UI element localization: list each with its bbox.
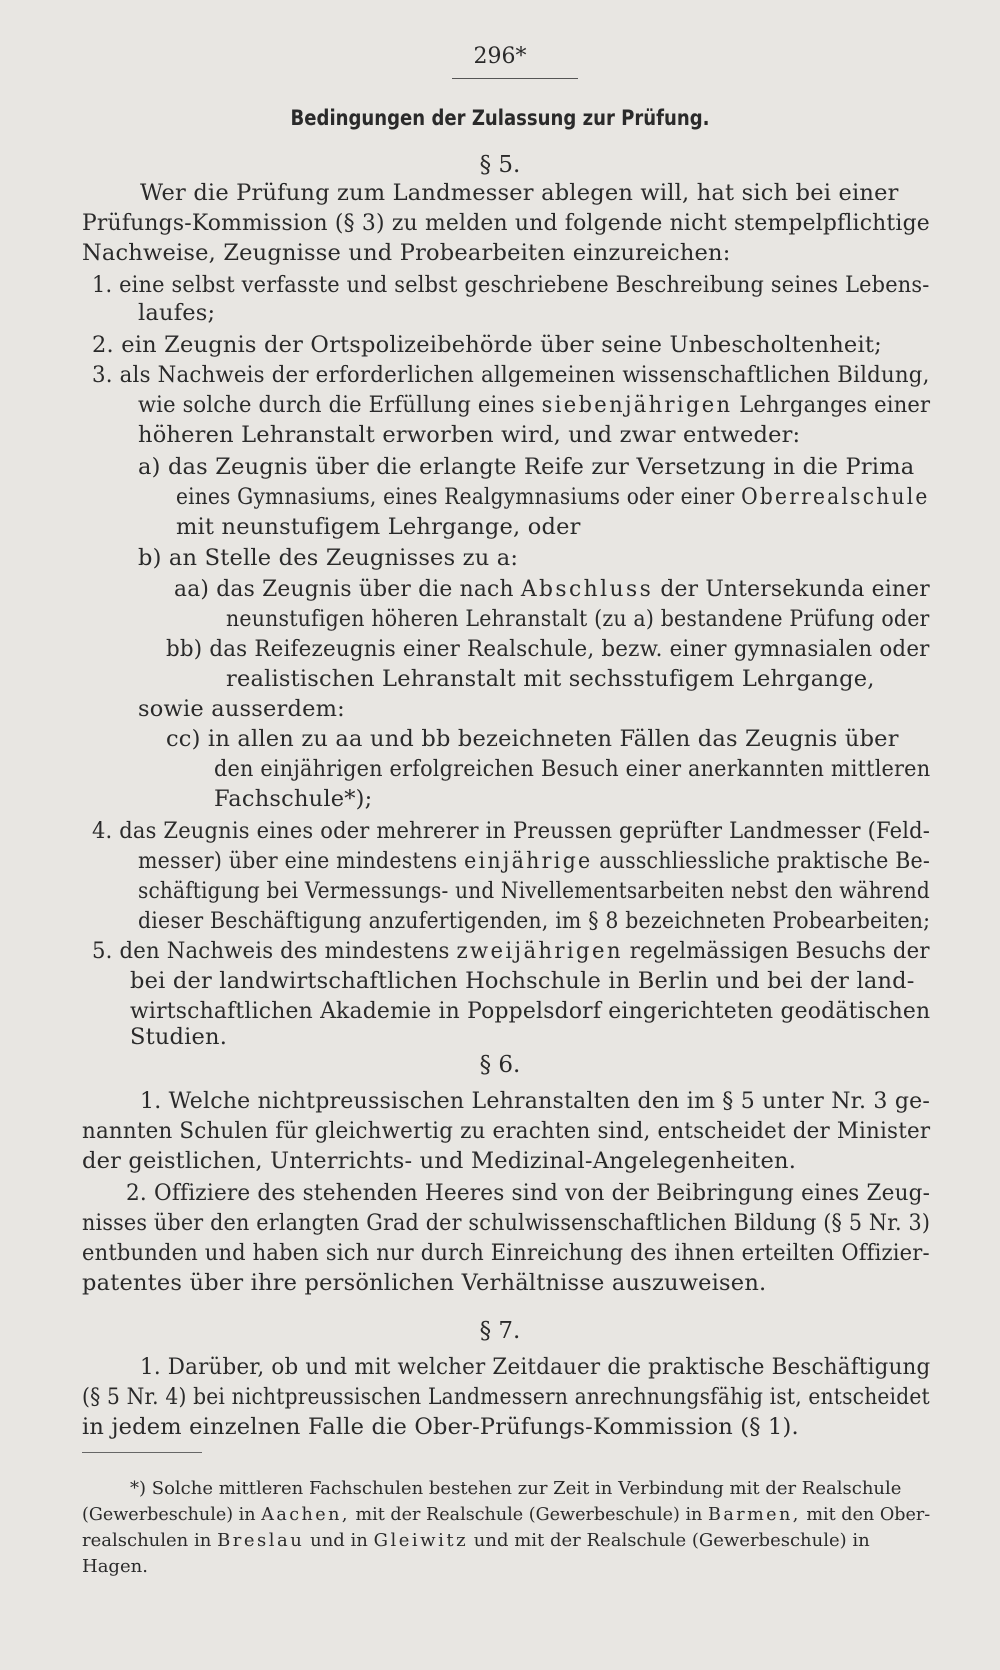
item-5-line: Studien. [130,1024,228,1050]
item-3-sowie-line: sowie ausserdem: [138,696,345,722]
spaced-emphasis: Gleiwitz [373,1530,469,1551]
page-number-rule [452,78,578,79]
footnote-line: Hagen. [82,1556,148,1577]
spaced-emphasis: siebenjährigen [541,392,733,418]
page-title: Bedingungen der Zulassung zur Prüfung. [290,106,710,130]
item-3aa-line: aa) das Zeugnis über die nach Abschluss der Untersekunda einer [174,576,930,602]
section-6-paragraph-2-line: entbunden und haben sich nur durch Einreichung des ihnen erteilten Offizier- [82,1240,930,1266]
section-5-intro-line: Nachweise, Zeugnisse und Probearbeiten einzureichen: [82,240,731,266]
item-4-line: 4. das Zeugnis eines oder mehrerer in Preussen geprüfter Landmesser (Feld- [92,818,931,844]
item-3cc-line: cc) in allen zu aa und bb bezeichneten Fällen das Zeugnis über [166,726,899,752]
footnote-line: realschulen in Breslau und in Gleiwitz und mit der Realschule (Gewerbeschule) in [82,1530,870,1551]
footnote-line: (Gewerbeschule) in Aachen, mit der Realschule (Gewerbeschule) in Barmen, mit den Ober- [82,1504,931,1525]
spaced-emphasis: zweijährigen [456,938,623,964]
item-5-line: wirtschaftlichen Akademie in Poppelsdorf eingerichteten geodätischen [130,998,931,1024]
section-6-paragraph-2-line: patentes über ihre persönlichen Verhältnisse auszuweisen. [82,1270,767,1296]
item-5-line: 5. den Nachweis des mindestens zweijährigen regelmässigen Besuchs der [92,938,930,964]
item-1-line: 1. eine selbst verfasste und selbst geschriebene Beschreibung seines Lebens- [92,272,930,298]
section-5-intro-line: Prüfungs-Kommission (§ 3) zu melden und folgende nicht stempelpflichtige [82,210,930,236]
section-6-paragraph-1-line: 1. Welche nichtpreussischen Lehranstalten den im § 5 unter Nr. 3 ge- [140,1088,931,1114]
item-3aa-line: neunstufigen höheren Lehranstalt (zu a) bestandene Prüfung oder [226,606,930,632]
item-3-line: höheren Lehranstalt erworben wird, und zwar entweder: [138,422,801,448]
item-3a-line: a) das Zeugnis über die erlangte Reife zur Versetzung in die Prima [138,454,915,480]
item-1-line: laufes; [138,300,216,326]
item-3a-line: eines Gymnasiums, eines Realgymnasiums oder einer Oberrealschule [176,484,930,510]
item-3cc-line: Fachschule*); [214,786,373,812]
item-4-line: schäftigung bei Vermessungs- und Nivellementsarbeiten nebst den während [138,878,930,904]
item-3bb-line: bb) das Reifezeugnis einer Realschule, bezw. einer gymnasialen oder [166,636,930,662]
spaced-emphasis: Oberrealschule [741,484,930,510]
section-6-paragraph-2-line: 2. Offiziere des stehenden Heeres sind von der Beibringung eines Zeug- [126,1180,931,1206]
section-7-heading: § 7. [479,1318,521,1344]
section-6-paragraph-1-line: nannten Schulen für gleichwertig zu erachten sind, entscheidet der Minister [82,1118,931,1144]
section-6-paragraph-1-line: der geistlichen, Unterrichts- und Medizinal-Angelegenheiten. [82,1148,797,1174]
section-5-intro-line: Wer die Prüfung zum Landmesser ablegen will, hat sich bei einer [140,180,899,206]
item-2-line: 2. ein Zeugnis der Ortspolizeibehörde über seine Unbescholtenheit; [92,332,882,358]
item-4-line: messer) über eine mindestens einjährige ausschliessliche praktische Be- [138,848,930,874]
section-7-paragraph-1-line: 1. Darüber, ob und mit welcher Zeitdauer die praktische Beschäftigung [140,1354,931,1380]
item-3-line: wie solche durch die Erfüllung eines siebenjährigen Lehrganges einer [138,392,931,418]
item-3-line: 3. als Nachweis der erforderlichen allgemeinen wissenschaftlichen Bildung, [92,362,930,388]
section-5-heading: § 5. [479,152,521,178]
spaced-emphasis: Breslau [217,1530,305,1551]
item-3b-line: b) an Stelle des Zeugnisses zu a: [138,545,519,571]
item-3cc-line: den einjährigen erfolgreichen Besuch einer anerkannten mittleren [214,756,931,782]
section-7-paragraph-1-line: in jedem einzelnen Falle die Ober-Prüfungs-Kommission (§ 1). [82,1414,799,1440]
spaced-emphasis: Abschluss [520,576,654,602]
section-6-heading: § 6. [479,1052,521,1078]
spaced-emphasis: Aachen, [261,1504,350,1525]
item-3bb-line: realistischen Lehranstalt mit sechsstufigem Lehrgange, [226,666,875,692]
footnote-rule [82,1452,202,1453]
section-7-paragraph-1-line: (§ 5 Nr. 4) bei nichtpreussischen Landmessern anrechnungsfähig ist, entscheidet [82,1384,930,1410]
page-number: 296* [473,44,527,69]
item-3a-line: mit neunstufigem Lehrgange, oder [176,514,581,540]
spaced-emphasis: Barmen, [707,1504,801,1525]
footnote-line: *) Solche mittleren Fachschulen bestehen zur Zeit in Verbindung mit der Realschule [130,1478,902,1499]
item-5-line: bei der landwirtschaftlichen Hochschule in Berlin und bei der land- [130,968,915,994]
item-4-line: dieser Beschäftigung anzufertigenden, im § 8 bezeichneten Probearbeiten; [138,908,931,934]
spaced-emphasis: einjährige [464,848,593,874]
section-6-paragraph-2-line: nisses über den erlangten Grad der schulwissenschaftlichen Bildung (§ 5 Nr. 3) [82,1210,931,1236]
